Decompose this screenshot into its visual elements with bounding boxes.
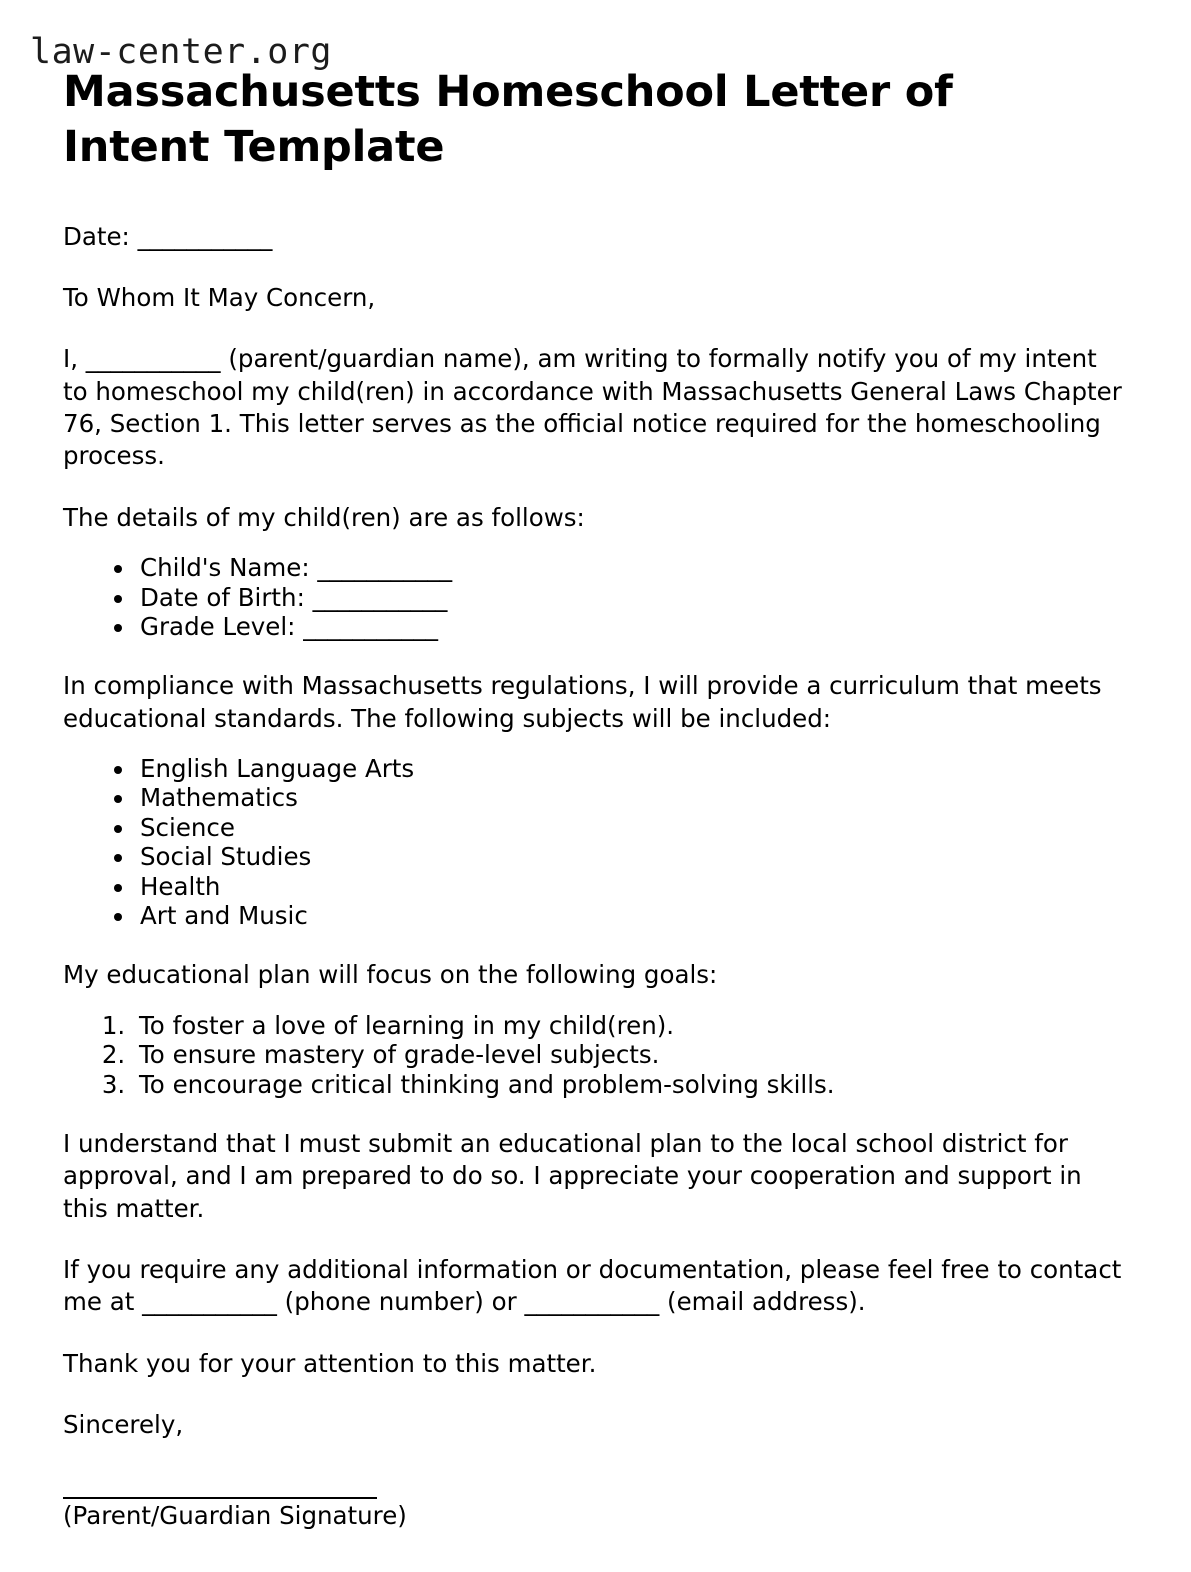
list-item: • English Language Arts (136, 755, 1125, 783)
understanding-paragraph: I understand that I must submit an educational plan to the local school district for approval, and I am prepared to do so. I appreciate your cooperation and support in this matter. (63, 1128, 1082, 1223)
intro-paragraph: I, ___________ (parent/guardian name), am writing to formally notify you of my intent to homeschool my child(ren) in accordance with Massachusetts General Laws Chapter 76, Section 1. This letter serves as the official notice required for the homeschooling process. (63, 344, 1122, 471)
letter-body (63, 221, 1125, 1532)
list-item: • Mathematics (136, 784, 1125, 812)
subjects-list (63, 755, 1125, 930)
goals-list (63, 1012, 1125, 1099)
list-item: • Child's Name: ___________ (136, 554, 1125, 582)
page-title: Massachusetts Homeschool Letter of Intent Template (63, 66, 953, 172)
date-line: Date: ___________ (63, 221, 273, 251)
list-item: • Grade Level: ___________ (136, 613, 1125, 641)
list-item: 3. To encourage critical thinking and problem-solving skills. (133, 1071, 1125, 1099)
goals-lead: My educational plan will focus on the following goals: (63, 960, 718, 990)
signature-caption: (Parent/Guardian Signature) (63, 1501, 407, 1531)
thanks-line: Thank you for your attention to this matter. (63, 1348, 597, 1378)
signature-line (63, 1497, 377, 1499)
list-item: 2. To ensure mastery of grade-level subjects. (133, 1041, 1125, 1069)
list-item: • Health (136, 873, 1125, 901)
contact-paragraph: If you require any additional information or documentation, please feel free to contact me at ___________ (phone number) or ___________ (email address). (63, 1254, 1122, 1317)
sign-off-line: Sincerely, (63, 1409, 184, 1439)
signature-block (63, 1497, 1125, 1532)
list-item: 1. To foster a love of learning in my child(ren). (133, 1012, 1125, 1040)
list-item: • Social Studies (136, 843, 1125, 871)
child-details-lead: The details of my child(ren) are as follows: (63, 502, 585, 532)
salutation: To Whom It May Concern, (63, 283, 376, 313)
list-item: • Date of Birth: ___________ (136, 584, 1125, 612)
list-item: • Art and Music (136, 902, 1125, 930)
list-item: • Science (136, 814, 1125, 842)
curriculum-lead: In compliance with Massachusetts regulations, I will provide a curriculum that meets educational standards. The following subjects will be included: (63, 671, 1102, 733)
site-logo: law-center.org (30, 32, 333, 72)
child-details-list (63, 554, 1125, 641)
